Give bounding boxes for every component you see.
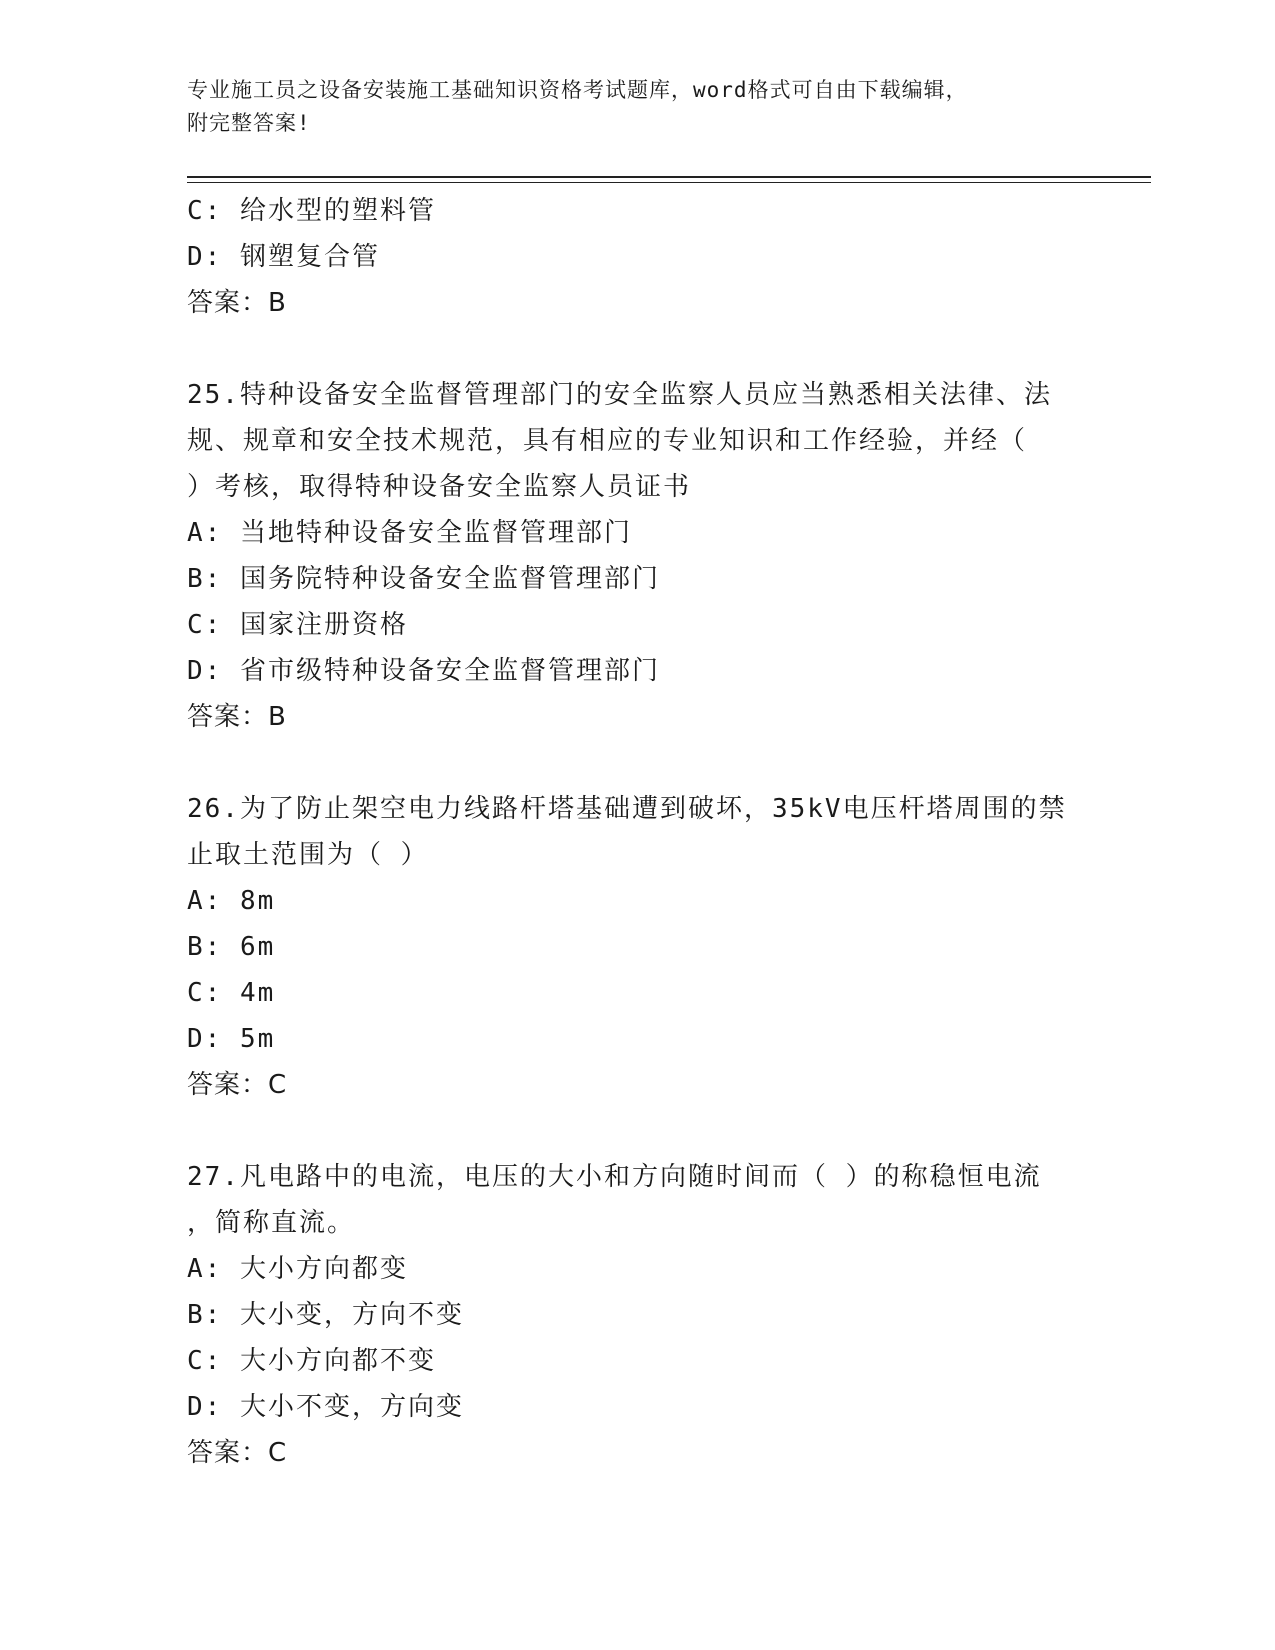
header-line-2: 附完整答案!	[187, 111, 311, 135]
question-text-line: 止取土范围为（ ）	[187, 840, 429, 870]
option-d: D: 大小不变，方向变	[187, 1392, 464, 1422]
header-line-1: 专业施工员之设备安装施工基础知识资格考试题库，word格式可自由下载编辑，	[187, 78, 968, 102]
question-26	[187, 786, 1087, 1108]
question-carryover	[187, 188, 1087, 326]
option-b: B: 6m	[187, 932, 276, 962]
option-b: B: 大小变，方向不变	[187, 1300, 464, 1330]
option-d: D: 钢塑复合管	[187, 242, 380, 272]
option-b: B: 国务院特种设备安全监督管理部门	[187, 564, 660, 594]
answer-line: 答案：C	[187, 1070, 288, 1100]
option-a: A: 8m	[187, 886, 276, 916]
question-25	[187, 372, 1087, 740]
question-27	[187, 1154, 1087, 1476]
option-d: D: 5m	[187, 1024, 276, 1054]
answer-line: 答案：C	[187, 1438, 288, 1468]
question-text-line: 27.凡电路中的电流，电压的大小和方向随时间而（ ）的称稳恒电流	[187, 1162, 1042, 1192]
option-c: C: 4m	[187, 978, 276, 1008]
document-body	[187, 188, 1087, 1476]
option-c: C: 大小方向都不变	[187, 1346, 436, 1376]
answer-line: 答案：B	[187, 702, 287, 732]
option-a: A: 当地特种设备安全监督管理部门	[187, 518, 632, 548]
option-c: C: 国家注册资格	[187, 610, 408, 640]
question-text-line: ，简称直流。	[187, 1208, 356, 1238]
question-text-line: 26.为了防止架空电力线路杆塔基础遭到破坏，35kV电压杆塔周围的禁	[187, 794, 1067, 824]
question-text-line: 25.特种设备安全监督管理部门的安全监察人员应当熟悉相关法律、法	[187, 380, 1052, 410]
document-header	[187, 74, 1087, 140]
question-text-line: 规、规章和安全技术规范，具有相应的专业知识和工作经验，并经（	[187, 426, 1028, 456]
question-text-line: ）考核，取得特种设备安全监察人员证书	[187, 472, 692, 502]
option-d: D: 省市级特种设备安全监督管理部门	[187, 656, 660, 686]
answer-line: 答案：B	[187, 288, 287, 318]
option-c: C: 给水型的塑料管	[187, 196, 436, 226]
option-a: A: 大小方向都变	[187, 1254, 408, 1284]
header-rule-thin	[187, 182, 1151, 183]
header-rule-thick	[187, 176, 1151, 178]
